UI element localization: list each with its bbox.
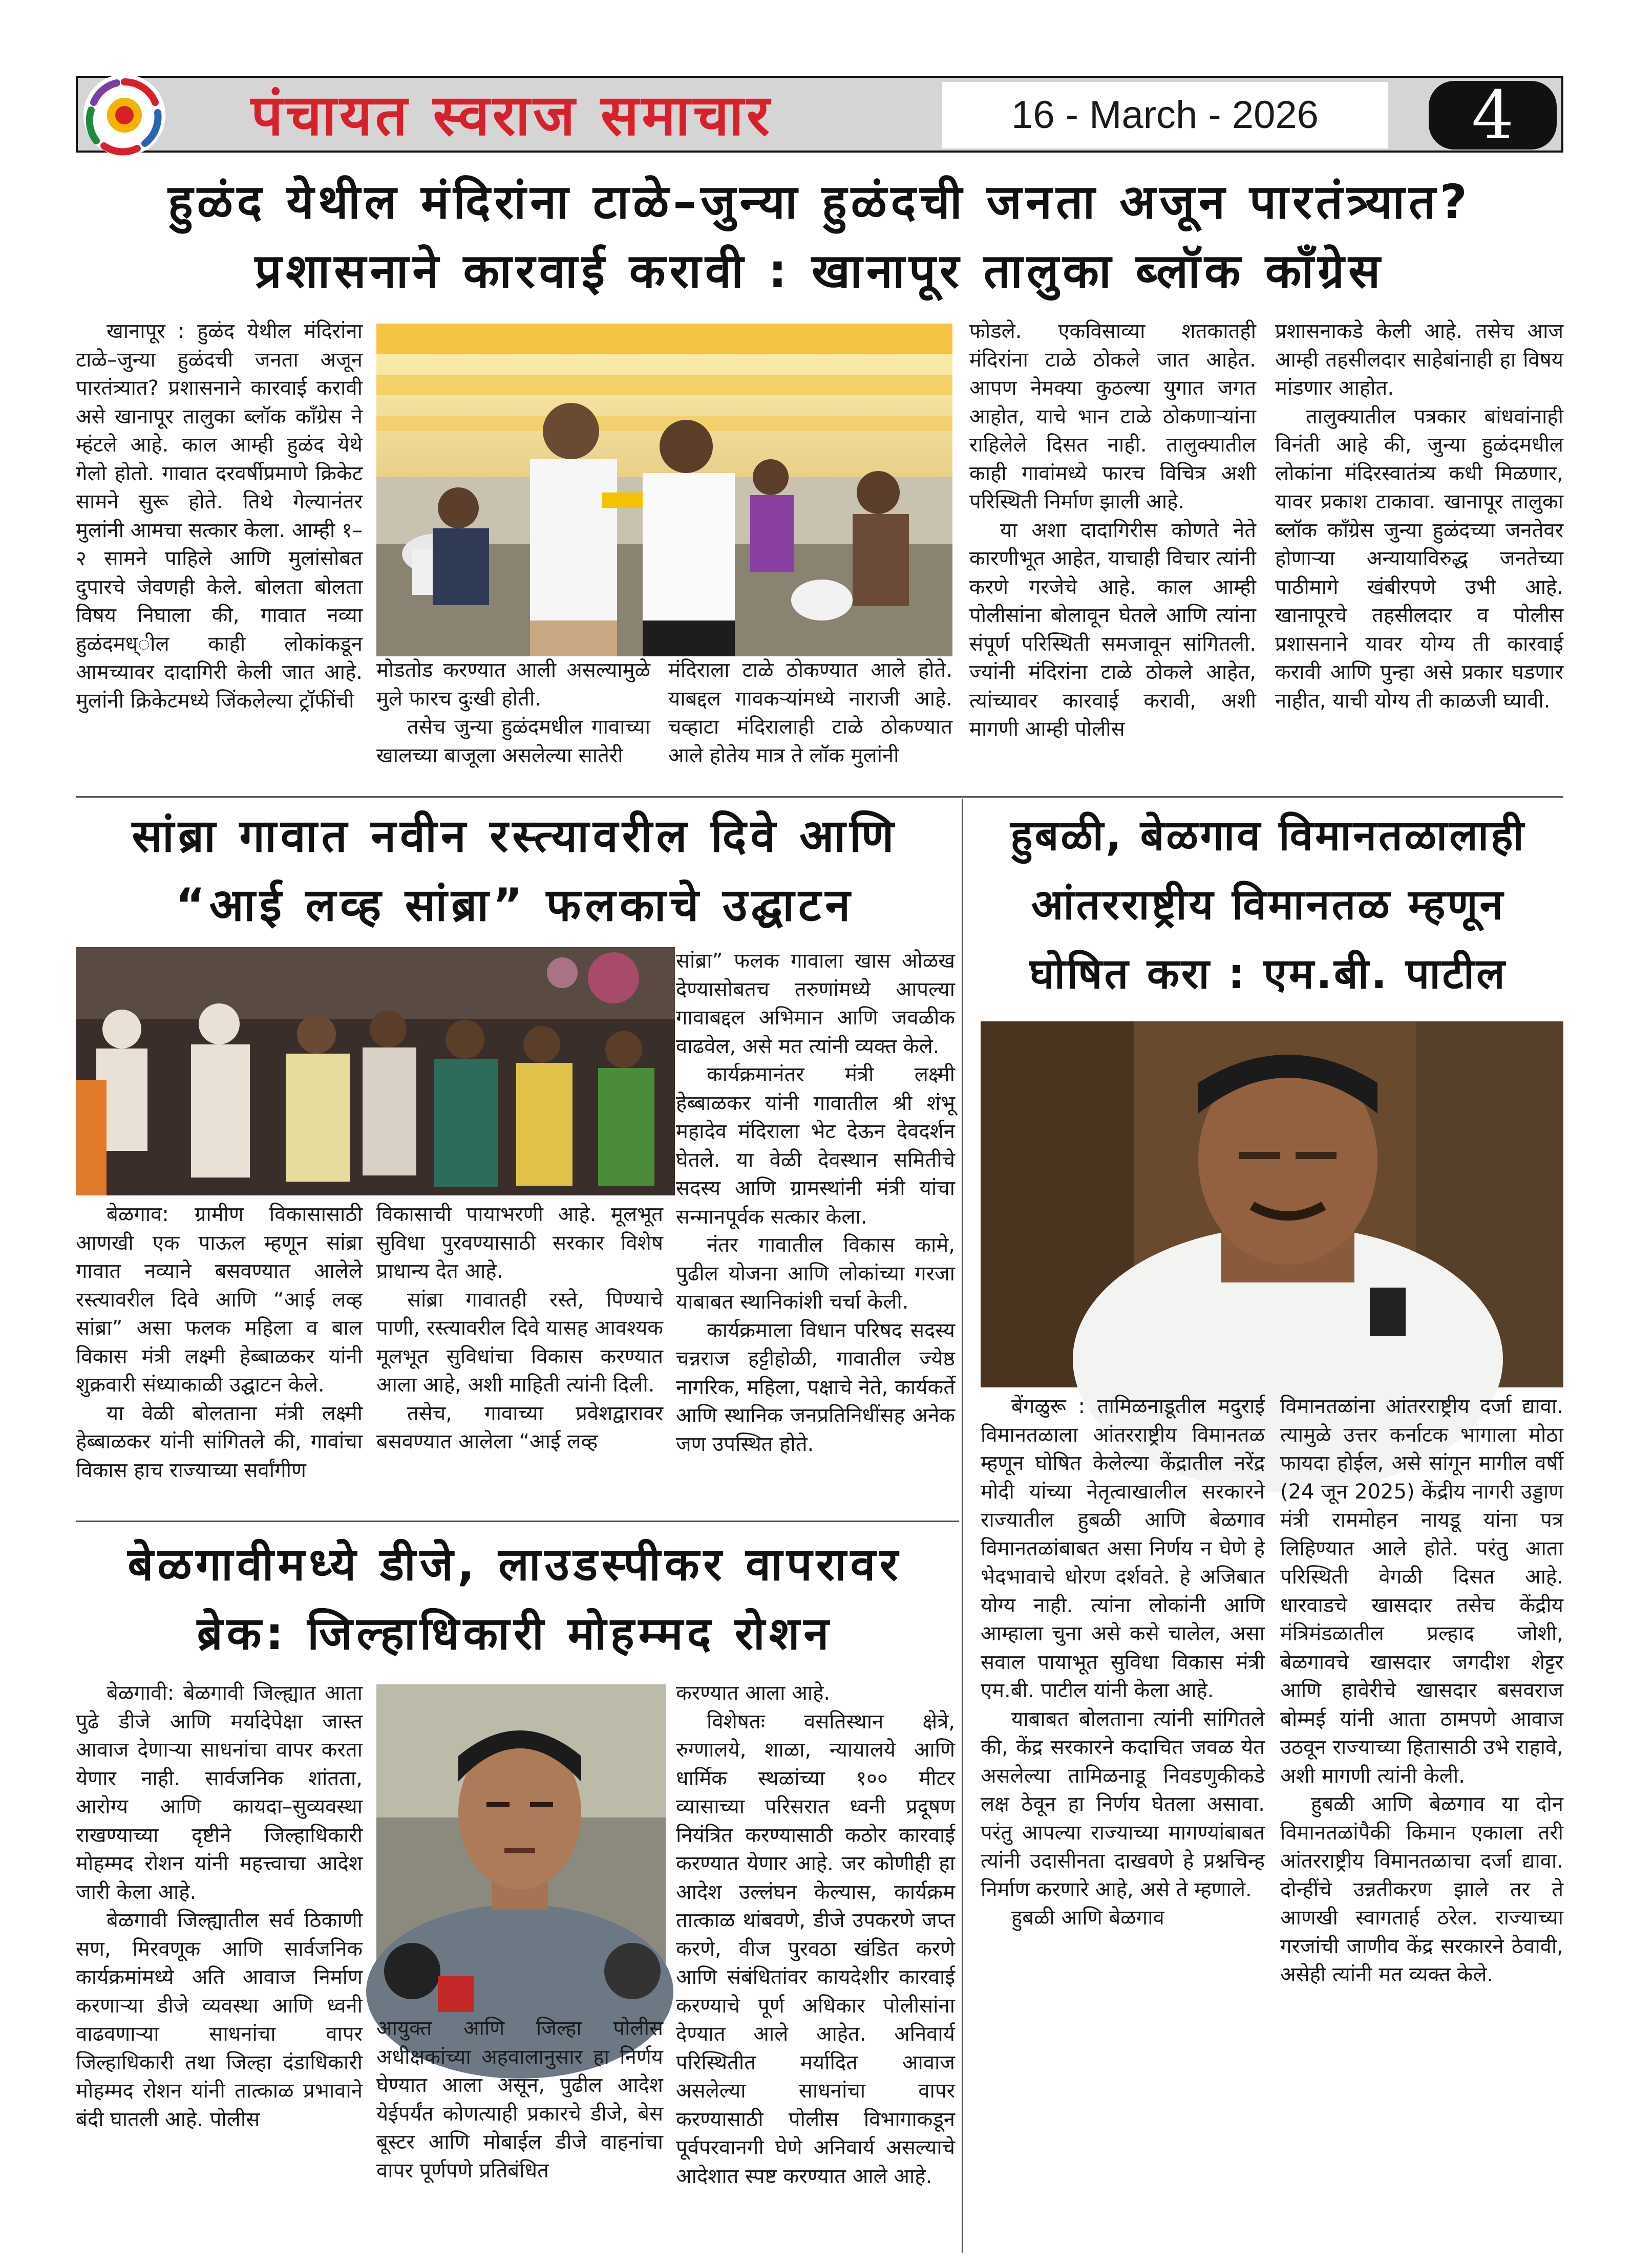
story2-paragraph: कार्यक्रमानंतर मंत्री लक्ष्मी हेब्बाळकर यांनी गावातील श्री शंभू महादेव मंदिराला भेट देऊन देवदर्शन घेतले. या वेळी देवस्थान समितीचे सदस्य आणि ग्रामस्थांनी मंत्री यांचा सन्मानपूर्वक सत्कार केला. — [676, 1063, 955, 1229]
story1-paragraph: या अशा दादागिरीस कोणते नेते कारणीभूत आहेत, याचाही विचार त्यांनी करणे गरजेचे आहे. काल आम्ही पोलीसांना बोलावून घेतले आणि त्यांना संपूर्ण परिस्थिती समजावून सांगितली. ज्यांनी मंदिरांना टाळे ठोकले आहेत, त्यांच्यावर कारवाई करावी, अशी मागणी आम्ही पोलीस — [969, 518, 1256, 741]
page-number: 4 — [1471, 76, 1514, 154]
story4-column-2 — [376, 2015, 663, 2183]
story1-paragraph: तसेच जुन्या हुळंदमधील गावाच्या खालच्या बाजूला असलेल्या सातेरी — [376, 715, 650, 767]
story1-column-4 — [969, 317, 1256, 788]
story1-paragraph: मंदिराला टाळे ठोकण्यात आले होते. याबद्दल गावकऱ्यांमध्ये नाराजी आहे. चव्हाटा मंदिरालाही टाळे ठोकण्यात आले होतेय मात्र ते लॉक मुलांनी — [668, 658, 952, 767]
story1-column-3 — [668, 656, 952, 788]
story2-paragraph: तसेच, गावाच्या प्रवेशद्वारावर बसवण्यात आलेला “आई लव्ह — [376, 1401, 663, 1453]
story4-paragraph: विशेषतः वसतिस्थान क्षेत्रे, रुग्णालये, शाळा, न्यायालये आणि धार्मिक स्थळांच्या १०० मीटर व्यासाच्या परिसरात ध्वनी प्रदूषण नियंत्रित करण्यासाठी कठोर कारवाई करण्यात येणार आहे. जर कोणीही हा आदेश उल्लंघन केल्यास, कार्यक्रम तात्काळ थांबवणे, डीजे उपकरणे जप्त करणे, वीज पुरवठा खंडित करणे आणि संबंधितांवर कायदेशीर कारवाई करण्याचे पूर्ण अधिकार पोलीसांना देण्यात आले आहेत. अनिवार्य परिस्थितीत मर्यादित आवाज असलेल्या साधनांचा वापर करण्यासाठी पोलीस विभागाकडून पूर्वपरवानगी घेणे अनिवार्य असल्याचे आदेशात स्पष्ट करण्यात आले आहे. — [676, 1709, 955, 2188]
story3-paragraph: हुबळी आणि बेळगाव — [1011, 1906, 1164, 1930]
story4-column-1 — [76, 1679, 363, 2131]
story2-paragraph: विकासाची पायाभरणी आहे. मूलभूत सुविधा पुरवण्यासाठी सरकार विशेष प्राधान्य देत आहे. — [376, 1203, 663, 1283]
issue-date: 16 - March - 2026 — [1011, 93, 1319, 137]
story2-paragraph: सांब्रा” फलक गावाला खास ओळख देण्यासोबतच तरुणांमध्ये आपल्या गावाबद्दल अभिमान आणि जवळीक वाढवेल, असे मत त्यांनी व्यक्त केले. — [676, 949, 955, 1058]
story3-column-2 — [1280, 1393, 1563, 2094]
story3-minister-photo — [981, 1021, 1563, 1387]
story1-column-2 — [376, 656, 650, 788]
story4-paragraph: आयुक्त आणि जिल्हा पोलीस अधीक्षकांच्या अहवालानुसार हा निर्णय घेण्यात आला असून, पुढील आदेश येईपर्यंत कोणत्याही प्रकारचे डीजे, बेस बूस्टर आणि मोबाईल डीजे वाहनांचा वापर पूर्णपणे प्रतिबंधित — [376, 2017, 663, 2183]
story2-column-1 — [76, 1201, 363, 1513]
story1-column-1 — [76, 317, 363, 788]
story4-paragraph: बेळगावी जिल्ह्यातील सर्व ठिकाणी सण, मिरवणूक आणि सार्वजनिक कार्यक्रमांमध्ये अति आवाज निर्माण करणाऱ्या डीजे व्यवस्था आणि ध्वनी वाढवणाऱ्या साधनांचा वापर जिल्हाधिकारी तथा जिल्हा दंडाधिकारी मोहम्मद रोशन यांनी तात्काळ प्रभावाने बंदी घातली आहे. पोलीस — [76, 1909, 363, 2131]
story3-headline-line3: घोषित करा : एम.बी. पाटील — [1029, 950, 1507, 998]
column-divider — [962, 799, 963, 2253]
story4-paragraph: बेळगावी: बेळगावी जिल्ह्यात आता पुढे डीजे आणि मर्यादेपेक्षा जास्त आवाज देणाऱ्या साधनांचा वापर करता येणार नाही. सार्वजनिक शांतता, आरोग्य आणि कायदा–सुव्यवस्था राखण्याच्या दृष्टीने जिल्हाधिकारी मोहम्मद रोशन यांनी महत्त्वाचा आदेश जारी केला आहे. — [76, 1681, 363, 1904]
story3-headline-line2: आंतरराष्ट्रीय विमानतळ म्हणून — [1031, 881, 1505, 929]
story4-paragraph: करण्यात आला आहे. — [676, 1681, 831, 1705]
story2-headline-line2: “आई लव्ह सांब्रा” फलकाचे उद्घाटन — [175, 879, 855, 931]
story2-column-3 — [676, 947, 955, 1513]
story2-paragraph: बेळगाव: ग्रामीण विकासासाठी आणखी एक पाऊल म्हणून सांब्रा गावात नव्याने बसवण्यात आलेले रस्त्यावरील दिवे आणि “आई लव्ह सांब्रा” असा फलक महिला व बाल विकास मंत्री लक्ष्मी हेब्बाळकर यांनी शुक्रवारी संध्याकाळी उद्घाटन केले. — [76, 1203, 363, 1397]
story2-paragraph: या वेळी बोलताना मंत्री लक्ष्मी हेब्बाळकर यांनी सांगितले की, गावांचा विकास हाच राज्याच्या सर्वांगीण — [76, 1401, 363, 1482]
story3-column-1 — [981, 1393, 1265, 2094]
story3-paragraph: याबाबत बोलताना त्यांनी सांगितले की, केंद्र सरकारने कदाचित जवळ येत असलेल्या तामिळनाडू निवडणुकीकडे लक्ष ठेवून हा निर्णय घेतला असावा. परंतु आपल्या राज्याच्या मागण्यांबाबत त्यांनी उदासीनता दाखवणे हे प्रश्नचिन्ह निर्माण करणारे आहे, असे ते म्हणाले. — [981, 1707, 1265, 1901]
newspaper-title: पंचायत स्वराज समाचार — [251, 82, 773, 148]
story1-column-5 — [1275, 317, 1563, 788]
section-divider — [76, 1521, 959, 1522]
story2-paragraph: नंतर गावातील विकास कामे, पुढील योजना आणि लोकांच्या गरजा याबाबत स्थानिकांशी चर्चा केली. — [676, 1233, 955, 1314]
panchayat-logo-icon — [76, 72, 173, 159]
story2-paragraph: सांब्रा गावातही रस्ते, पिण्याचे पाणी, रस्त्यावरील दिवे यासह आवश्यक मूलभूत सुविधांचा विकास करण्यात आला आहे, अशी माहिती त्यांनी दिली. — [376, 1288, 663, 1397]
story1-felicitation-photo — [376, 324, 952, 656]
story1-paragraph: खानापूर : हुळंद येथील मंदिरांना टाळे–जुन्या हुळंदची जनता अजून पारतंत्र्यात? प्रशासनाने कारवाई करावी असे खानापूर तालुका ब्लॉक काँग्रेस ने म्हंटले आहे. काल आम्ही हुळंद येथे गेलो होतो. गावात दरवर्षीप्रमाणे क्रिकेट सामने सुरू होते. तिथे गेल्यानंतर मुलांनी आमचा सत्कार केला. आम्ही १–२ सामने पाहिले आणि मुलांसोबत दुपारचे जेवणही केले. बोलता बोलता विषय निघाला की, गावात नव्या हुळंदमध्ील काही लोकांकडून आमच्यावर दादागिरी केली जात आहे. मुलांनी क्रिकेटमध्ये जिंकलेल्या ट्रॉफींची — [76, 319, 363, 713]
story1-paragraph: प्रशासनाकडे केली आहे. तसेच आज आम्ही तहसीलदार साहेबांनाही हा विषय मांडणार आहोत. — [1275, 319, 1563, 400]
story2-paragraph: कार्यक्रमाला विधान परिषद सदस्य चन्नराज हट्टीहोळी, गावातील ज्येष्ठ नागरिक, महिला, पक्षाचे नेते, कार्यकर्ते आणि स्थानिक जनप्रतिनिधींसह अनेक जण उपस्थित होते. — [676, 1318, 955, 1456]
story1-headline-line2: प्रशासनाने कारवाई करावी : खानापूर तालुका ब्लॉक काँग्रेस — [255, 244, 1385, 298]
story4-collector-photo — [376, 1684, 666, 2012]
story1-paragraph: मोडतोड करण्यात आली असल्यामुळे मुले फारच दुःखी होती. — [376, 658, 650, 711]
story4-column-3 — [676, 1679, 955, 2188]
story4-headline-line1: बेळगावीमध्ये डीजे, लाउडस्पीकर वापरावर — [128, 1538, 902, 1591]
story3-paragraph: विमानतळांना आंतरराष्ट्रीय दर्जा द्यावा. त्यामुळे उत्तर कर्नाटक भागाला मोठा फायदा होईल, असे सांगून मागील वर्षी (24 जून 2025) केंद्रीय नागरी उड्डाण मंत्री राममोहन नायडू यांना पत्र लिहिण्यात आले होते. परंतु आता परिस्थिती वेगळी दिसत आहे. धारवाडचे खासदार तसेच केंद्रीय मंत्रिमंडळातील प्रल्हाद जोशी, बेळगावचे खासदार जगदीश शेट्टर आणि हावेरीचे खासदार बसवराज बोम्मई यांनी आता ठामपणे आवाज उठवून राज्याच्या हितासाठी उभे राहावे, अशी मागणी त्यांनी केली. — [1280, 1395, 1563, 1788]
story4-headline-line2: ब्रेक: जिल्हाधिकारी मोहम्मद रोशन — [197, 1607, 833, 1660]
story1-headline-line1: हुळंद येथील मंदिरांना टाळे–जुन्या हुळंदची जनता अजून पारतंत्र्यात? — [168, 175, 1471, 229]
story1-paragraph: तालुक्यातील पत्रकार बांधवांनाही विनंती आहे की, जुन्या हुळंदमधील लोकांना मंदिरस्वातंत्र्य कधी मिळणार, यावर प्रकाश टाकावा. खानापूर तालुका ब्लॉक काँग्रेस जुन्या हुळंदच्या जनतेवर होणाऱ्या अन्यायाविरुद्ध जनतेच्या पाठीमागे खंबीरपणे उभी आहे. खानापूरचे तहसीलदार व पोलीस प्रशासनाने यावर योग्य ती कारवाई करावी आणि पुन्हा असे प्रकार घडणार नाहीत, याची योग्य ती काळजी घ्यावी. — [1275, 404, 1563, 713]
story1-paragraph: फोडले. एकविसाव्या शतकातही मंदिरांना टाळे ठोकले जात आहेत. आपण नेमक्या कुठल्या युगात जगत आहोत, याचे भान टाळे ठोकणाऱ्यांना राहिलेले दिसत नाही. तालुक्यातील काही गावांमध्ये फारच विचित्र अशी परिस्थिती निर्माण झाली आहे. — [969, 319, 1256, 513]
story3-headline-line1: हुबळी, बेळगाव विमानतळालाही — [1010, 811, 1526, 860]
story3-paragraph: हुबळी आणि बेळगाव या दोन विमानतळांपैकी किमान एकाला तरी आंतरराष्ट्रीय विमानतळाचा दर्जा द्यावा. दोन्हींचे उन्नतीकरण झाले तर ते आणखी स्वागतार्ह ठरेल. राज्याच्या गरजांची जाणीव केंद्र सरकारने ठेवावी, असेही त्यांनी मत व्यक्त केले. — [1280, 1792, 1563, 1986]
section-divider — [76, 796, 1563, 798]
story3-paragraph: बेंगळुरू : तामिळनाडूतील मदुराई विमानतळाला आंतरराष्ट्रीय विमानतळ म्हणून घोषित केलेल्या केंद्रातील नरेंद्र मोदी यांच्या नेतृत्वाखालील सरकारने राज्यातील हुबळी आणि बेळगाव विमानतळांबाबत असा निर्णय न घेणे हे भेदभावाचे धोरण दर्शवते. हे अजिबात योग्य नाही. त्यांना लोकांनी आणि आम्हाला चुना असे कसे चालेल, असा सवाल पायाभूत सुविधा विकास मंत्री एम.बी. पाटील यांनी केला आहे. — [981, 1395, 1265, 1702]
story2-headline-line1: सांब्रा गावात नवीन रस्त्यावरील दिवे आणि — [132, 809, 898, 862]
story2-column-2 — [376, 1201, 663, 1513]
story2-inauguration-photo — [76, 947, 675, 1195]
